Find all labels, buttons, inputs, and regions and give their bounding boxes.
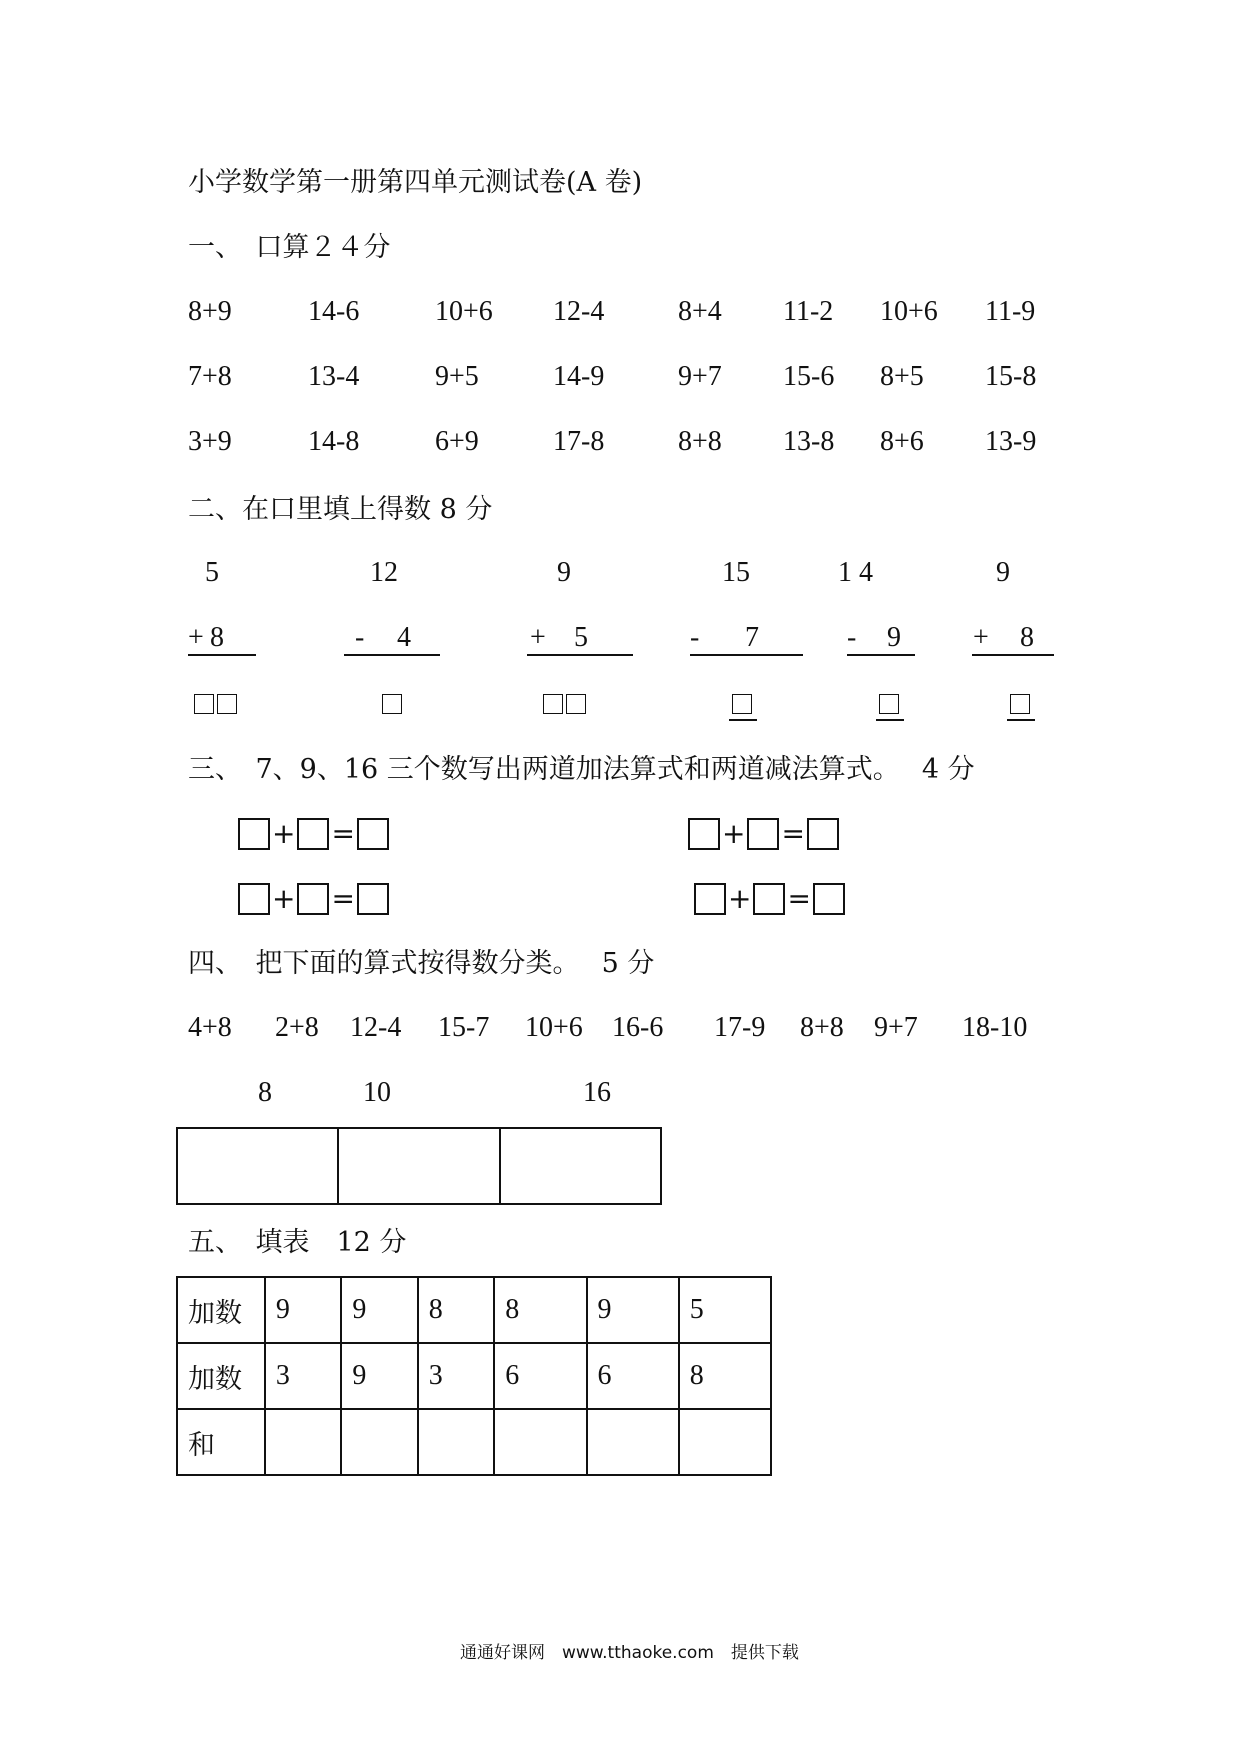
answer-underline — [729, 719, 757, 721]
vertical-second-number: 9 — [887, 622, 901, 653]
table-cell[interactable] — [265, 1409, 341, 1475]
oral-calc-item: 10+6 — [435, 296, 493, 327]
vertical-operator: - — [847, 622, 857, 653]
vertical-sum-line — [188, 654, 256, 656]
oral-calc-item: 14-8 — [308, 426, 360, 457]
vertical-sum-line — [344, 654, 440, 656]
plus-sign: + — [272, 817, 296, 850]
classify-expression: 2+8 — [275, 1012, 319, 1043]
oral-calc-item: 14-6 — [308, 296, 360, 327]
page-title: 小学数学第一册第四单元测试卷(A 卷) — [188, 167, 643, 198]
oral-calc-item: 9+7 — [678, 361, 722, 392]
oral-calc-item: 17-8 — [553, 426, 605, 457]
section-1-heading: 一、 口算２４分 — [188, 232, 391, 263]
table-cell[interactable] — [494, 1409, 586, 1475]
vertical-top-number: 5 — [205, 557, 219, 588]
vertical-second-number: 4 — [397, 622, 411, 653]
vertical-sum-line — [527, 654, 633, 656]
vertical-sum-line — [690, 654, 803, 656]
table-cell: 6 — [494, 1343, 586, 1409]
row-label: 加数 — [177, 1343, 265, 1409]
equation-row — [688, 817, 839, 850]
vertical-sum-line — [972, 654, 1054, 656]
answer-boxes — [1010, 693, 1033, 714]
oral-calc-item: 13-9 — [985, 426, 1037, 457]
equals-sign: = — [331, 882, 355, 915]
table-cell: 3 — [265, 1343, 341, 1409]
answer-boxes — [732, 693, 755, 714]
classify-expression: 9+7 — [874, 1012, 918, 1043]
vertical-operator: + — [530, 622, 546, 653]
equation-box[interactable] — [813, 883, 845, 915]
vertical-operator: - — [690, 622, 700, 653]
table-cell[interactable] — [679, 1409, 771, 1475]
classify-expression: 16-6 — [612, 1012, 664, 1043]
vertical-top-number: 12 — [370, 557, 398, 588]
oral-calc-item: 11-2 — [783, 296, 834, 327]
plus-sign: + — [722, 817, 746, 850]
classify-category-label: 16 — [583, 1077, 611, 1108]
table-cell: 9 — [587, 1277, 679, 1343]
answer-box[interactable] — [566, 694, 586, 714]
classify-expression: 10+6 — [525, 1012, 583, 1043]
oral-calc-item: 9+5 — [435, 361, 479, 392]
answer-boxes — [382, 693, 405, 714]
oral-calc-item: 10+6 — [880, 296, 938, 327]
classify-expression: 4+8 — [188, 1012, 232, 1043]
plus-sign: + — [272, 882, 296, 915]
oral-calc-item: 6+9 — [435, 426, 479, 457]
classify-cell-10[interactable] — [338, 1128, 499, 1204]
classify-expression: 12-4 — [350, 1012, 402, 1043]
vertical-operator: + — [973, 622, 989, 653]
oral-calc-item: 12-4 — [553, 296, 605, 327]
oral-calc-item: 11-9 — [985, 296, 1036, 327]
equation-box[interactable] — [807, 818, 839, 850]
table-cell: 8 — [494, 1277, 586, 1343]
answer-box[interactable] — [217, 694, 237, 714]
answer-boxes — [543, 693, 589, 714]
vertical-second-number: 8 — [210, 622, 224, 653]
table-cell[interactable] — [418, 1409, 494, 1475]
equation-row — [238, 817, 389, 850]
section-2-heading: 二、在口里填上得数 8 分 — [188, 494, 493, 525]
row-label: 和 — [177, 1409, 265, 1475]
classify-expression: 15-7 — [438, 1012, 490, 1043]
equals-sign: = — [781, 817, 805, 850]
classify-category-label: 8 — [258, 1077, 272, 1108]
table-cell[interactable] — [341, 1409, 417, 1475]
vertical-second-number: 7 — [745, 622, 759, 653]
vertical-top-number: 1 4 — [838, 557, 873, 588]
equation-row — [694, 882, 845, 915]
answer-box[interactable] — [543, 694, 563, 714]
equals-sign: = — [331, 817, 355, 850]
addition-table — [176, 1276, 772, 1476]
vertical-top-number: 9 — [996, 557, 1010, 588]
equation-row — [238, 882, 389, 915]
section-4-heading: 四、 把下面的算式按得数分类。 5 分 — [188, 948, 655, 979]
answer-box[interactable] — [879, 694, 899, 714]
oral-calc-item: 13-8 — [783, 426, 835, 457]
vertical-top-number: 15 — [722, 557, 750, 588]
footer-credit: 通通好课网 www.tthaoke.com 提供下载 — [460, 1643, 799, 1663]
plus-sign: + — [728, 882, 752, 915]
classify-cell-16[interactable] — [500, 1128, 661, 1204]
vertical-operator: - — [355, 622, 365, 653]
table-row — [177, 1409, 771, 1475]
classify-expression: 8+8 — [800, 1012, 844, 1043]
vertical-second-number: 8 — [1020, 622, 1034, 653]
answer-box[interactable] — [732, 694, 752, 714]
answer-box[interactable] — [1010, 694, 1030, 714]
answer-box[interactable] — [382, 694, 402, 714]
classify-table — [176, 1127, 662, 1205]
table-cell: 9 — [341, 1343, 417, 1409]
classify-category-label: 10 — [363, 1077, 391, 1108]
answer-boxes — [879, 693, 902, 714]
oral-calc-item: 8+5 — [880, 361, 924, 392]
oral-calc-item: 13-4 — [308, 361, 360, 392]
table-cell: 5 — [679, 1277, 771, 1343]
equals-sign: = — [787, 882, 811, 915]
table-cell: 9 — [265, 1277, 341, 1343]
answer-underline — [1007, 719, 1035, 721]
table-cell[interactable] — [587, 1409, 679, 1475]
table-row — [177, 1343, 771, 1409]
equation-box[interactable] — [238, 818, 270, 850]
equation-box[interactable] — [297, 883, 329, 915]
classify-cell-8[interactable] — [177, 1128, 338, 1204]
equation-box[interactable] — [753, 883, 785, 915]
oral-calc-item: 8+6 — [880, 426, 924, 457]
section-3-heading: 三、 7、9、16 三个数写出两道加法算式和两道减法算式。 4 分 — [188, 754, 975, 785]
oral-calc-item: 7+8 — [188, 361, 232, 392]
answer-box[interactable] — [194, 694, 214, 714]
row-label: 加数 — [177, 1277, 265, 1343]
equation-box[interactable] — [297, 818, 329, 850]
oral-calc-item: 8+9 — [188, 296, 232, 327]
classify-expression: 17-9 — [714, 1012, 766, 1043]
oral-calc-item: 8+4 — [678, 296, 722, 327]
table-cell: 8 — [679, 1343, 771, 1409]
answer-underline — [876, 719, 904, 721]
equation-box[interactable] — [694, 883, 726, 915]
vertical-top-number: 9 — [557, 557, 571, 588]
oral-calc-item: 15-6 — [783, 361, 835, 392]
oral-calc-item: 3+9 — [188, 426, 232, 457]
table-cell: 9 — [341, 1277, 417, 1343]
oral-calc-item: 8+8 — [678, 426, 722, 457]
vertical-operator: + — [188, 622, 204, 653]
equation-box[interactable] — [747, 818, 779, 850]
oral-calc-item: 15-8 — [985, 361, 1037, 392]
table-cell: 3 — [418, 1343, 494, 1409]
table-cell: 8 — [418, 1277, 494, 1343]
section-5-heading: 五、 填表 12 分 — [188, 1227, 407, 1258]
classify-expression: 18-10 — [962, 1012, 1028, 1043]
table-cell: 6 — [587, 1343, 679, 1409]
vertical-sum-line — [847, 654, 915, 656]
equation-box[interactable] — [688, 818, 720, 850]
oral-calc-item: 14-9 — [553, 361, 605, 392]
equation-box[interactable] — [238, 883, 270, 915]
equation-box[interactable] — [357, 818, 389, 850]
vertical-second-number: 5 — [574, 622, 588, 653]
equation-box[interactable] — [357, 883, 389, 915]
table-row — [177, 1277, 771, 1343]
answer-boxes — [194, 693, 240, 714]
